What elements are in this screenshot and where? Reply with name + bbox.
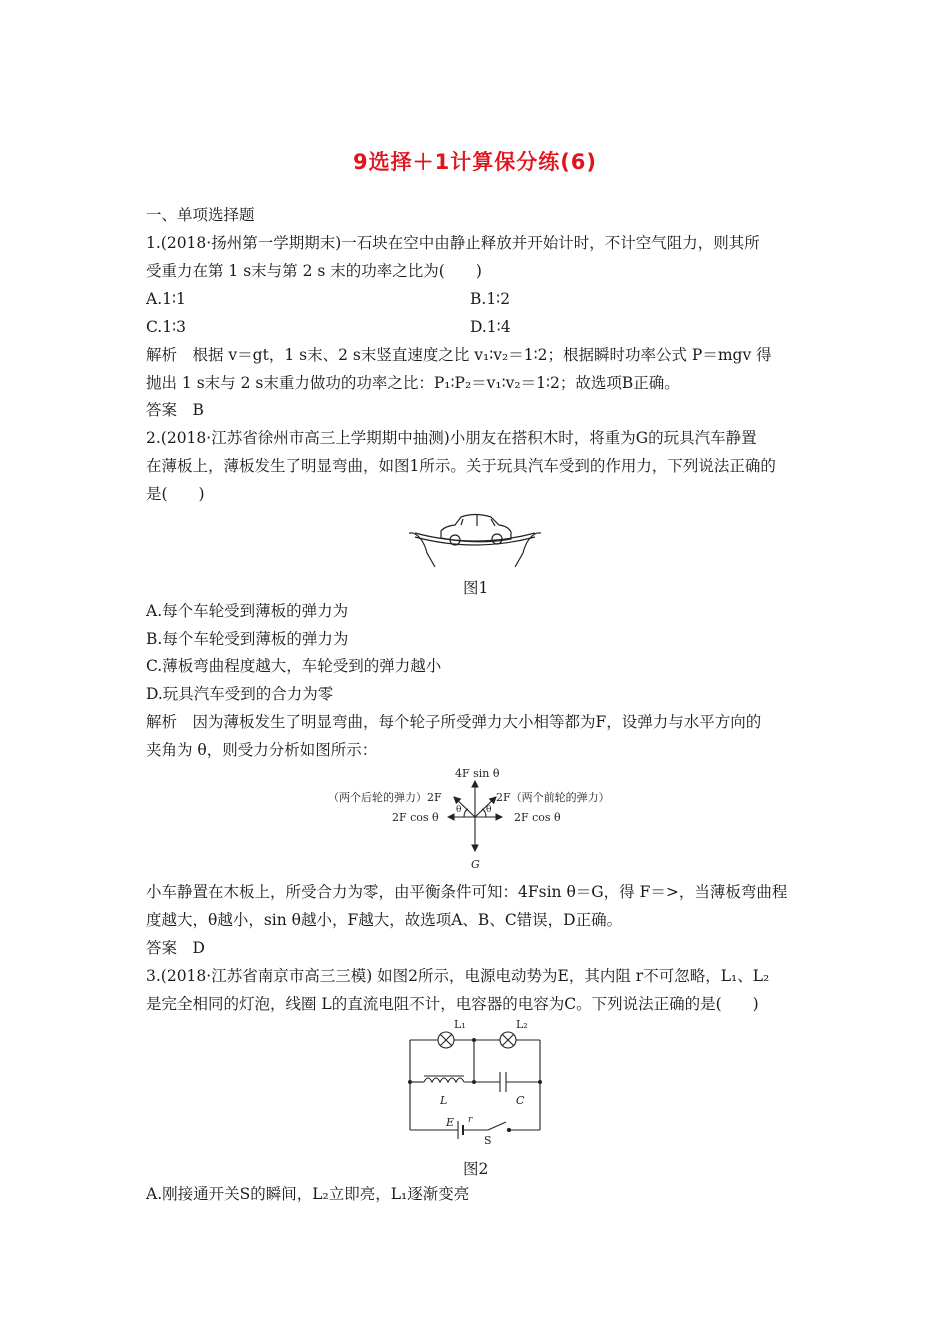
q3-option-a: A.刚接通开关S的瞬间，L₂立即亮，L₁逐渐变亮 bbox=[146, 1185, 470, 1203]
q1-analysis-line1: 解析 根据 v＝gt，1 s末、2 s末竖直速度之比 v₁∶v₂＝1∶2；根据瞬时功率公式 P＝mgv 得 bbox=[146, 346, 772, 364]
theta-right-label: θ bbox=[486, 805, 492, 815]
switch-label: S bbox=[484, 1134, 492, 1147]
q3-stem-line1: 3.(2018·江苏省南京市高三三模) 如图2所示，电源电动势为E，其内阻 r不可忽略，L₁、L₂ bbox=[146, 967, 770, 985]
q1-option-b: B.1∶2 bbox=[470, 290, 511, 308]
q1-option-c: C.1∶3 bbox=[146, 318, 186, 336]
force-top-label: 4F sin θ bbox=[455, 767, 500, 780]
q2-analysis-line3: 小车静置在木板上，所受合力为零，由平衡条件可知：4Fsin θ＝G，得 F＝>，当薄板弯曲程 bbox=[146, 883, 788, 901]
q2-answer: 答案 D bbox=[146, 939, 205, 957]
emf-label: E bbox=[446, 1116, 455, 1129]
force-right-cos-label: 2F cos θ bbox=[514, 811, 561, 824]
figure-1-caption: 图1 bbox=[463, 579, 489, 597]
q2-option-d: D.玩具汽车受到的合力为零 bbox=[146, 685, 334, 703]
q2-option-b: B.每个车轮受到薄板的弹力为 bbox=[146, 630, 349, 648]
q2-option-c: C.薄板弯曲程度越大，车轮受到的弹力越小 bbox=[146, 657, 442, 675]
inductor-label: L bbox=[440, 1094, 448, 1107]
figure-2-caption: 图2 bbox=[463, 1160, 489, 1178]
bulb-l1-label: L₁ bbox=[454, 1018, 466, 1031]
q2-option-a: A.每个车轮受到薄板的弹力为 bbox=[146, 602, 349, 620]
theta-left-label: θ bbox=[456, 805, 462, 815]
q3-stem-line2: 是完全相同的灯泡，线圈 L的直流电阻不计，电容器的电容为C。下列说法正确的是( ) bbox=[146, 995, 759, 1013]
capacitor-label: C bbox=[516, 1094, 525, 1107]
q1-answer: 答案 B bbox=[146, 401, 204, 419]
figure-2-circuit bbox=[400, 1018, 550, 1148]
gravity-label: G bbox=[471, 858, 480, 871]
force-left-cos-label: 2F cos θ bbox=[392, 811, 439, 824]
q1-option-a: A.1∶1 bbox=[146, 290, 186, 308]
internal-resistance-label: r bbox=[468, 1115, 473, 1125]
q2-analysis-line1: 解析 因为薄板发生了明显弯曲，每个轮子所受弹力大小相等都为F，设弹力与水平方向的 bbox=[146, 713, 762, 731]
q2-analysis-line4: 度越大，θ越小，sin θ越小，F越大，故选项A、B、C错误，D正确。 bbox=[146, 911, 623, 929]
force-diagram bbox=[320, 765, 630, 875]
page-title: 9选择＋1计算保分练(6) bbox=[352, 150, 598, 174]
q2-analysis-line2: 夹角为 θ，则受力分析如图所示： bbox=[146, 741, 378, 759]
force-rear-label: （两个后轮的弹力）2F bbox=[328, 791, 442, 804]
section-heading: 一、单项选择题 bbox=[146, 206, 255, 224]
bulb-l2-label: L₂ bbox=[516, 1018, 528, 1031]
q1-option-d: D.1∶4 bbox=[470, 318, 511, 336]
figure-1-car-on-board bbox=[405, 505, 545, 570]
q1-analysis-line2: 抛出 1 s末与 2 s末重力做功的功率之比：P₁∶P₂＝v₁∶v₂＝1∶2；故选项B正确。 bbox=[146, 374, 680, 392]
q1-stem-line1: 1.(2018·扬州第一学期期末)一石块在空中由静止释放并开始计时，不计空气阻力，则其所 bbox=[146, 234, 760, 252]
q2-stem-line2: 在薄板上，薄板发生了明显弯曲，如图1所示。关于玩具汽车受到的作用力，下列说法正确的 bbox=[146, 457, 776, 475]
q2-stem-line1: 2.(2018·江苏省徐州市高三上学期期中抽测)小朋友在搭积木时，将重为G的玩具汽车静置 bbox=[146, 429, 757, 447]
force-front-label: 2F（两个前轮的弹力） bbox=[496, 791, 610, 804]
q1-stem-line2: 受重力在第 1 s末与第 2 s 末的功率之比为( ) bbox=[146, 262, 482, 280]
q2-stem-line3: 是( ) bbox=[146, 485, 205, 503]
